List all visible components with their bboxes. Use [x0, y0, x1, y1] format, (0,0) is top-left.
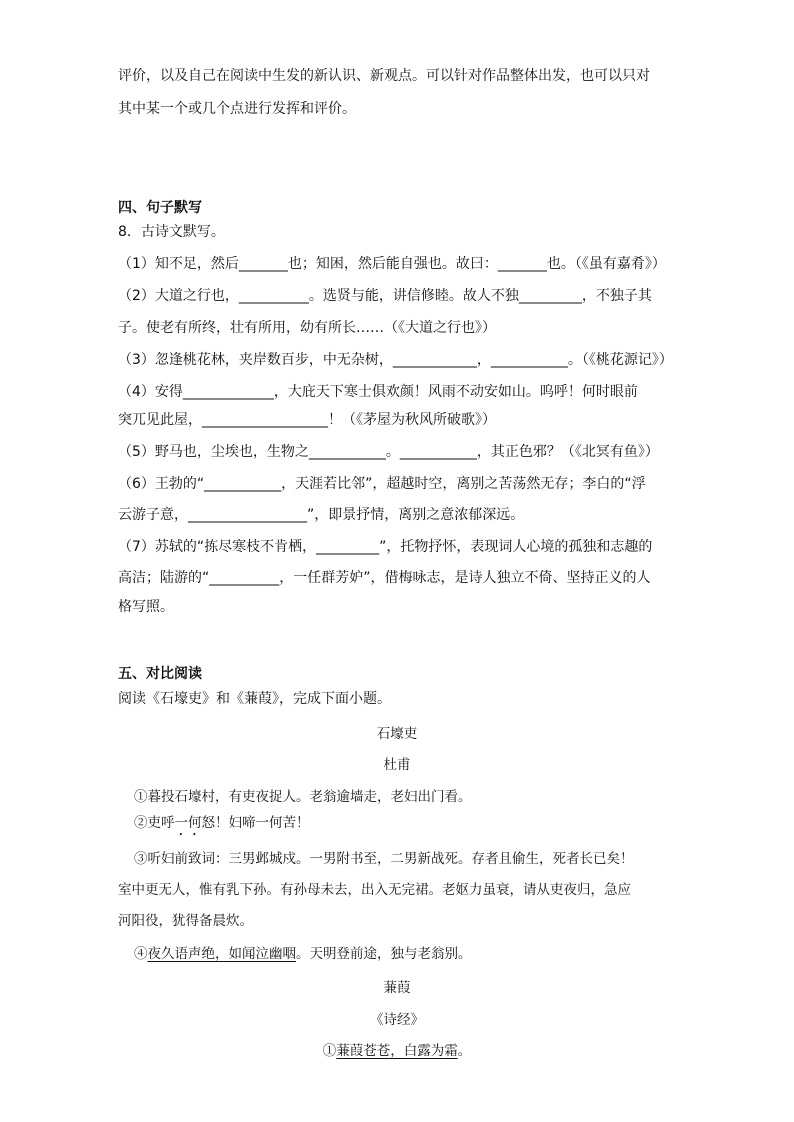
dictation-item: 云游子意，_________________”，即景抒情，离别之意浓郁深远。: [118, 507, 525, 523]
poem-author-dufu: 杜甫: [383, 757, 411, 773]
poem-line-with-underline: [0, 1041, 794, 1061]
poem-text: 怒！妇啼: [201, 815, 256, 831]
dictation-item: （1）知不足，然后_______也；知困，然后能自强也。故曰：_______也。（《虽有嘉肴》）: [118, 256, 666, 272]
poem-text: ①: [322, 1043, 337, 1059]
dictation-item: （6）王勃的“___________，天涯若比邻”，超越时空，离别之苦荡然无存；李白的“浮: [118, 476, 646, 492]
poem-text: ④: [134, 946, 148, 962]
continued-text-line: 评价，以及自己在阅读中生发的新认识、新观点。可以针对作品整体出发，也可以只对: [118, 68, 650, 84]
reading-instructions: 阅读《石壕吏》和《蒹葭》，完成下面小题。: [118, 691, 391, 707]
poem-line: ①暮投石壕村，有吏夜捉人。老翁逾墙走，老妇出门看。: [134, 789, 472, 805]
dictation-item: 突兀见此屋，__________________！（《茅屋为秋风所破歌》）: [118, 412, 496, 428]
section-heading-sentence-dictation: 四、句子默写: [118, 200, 202, 216]
continued-text-line: 其中某一个或几个点进行发挥和评价。: [118, 101, 356, 117]
poem-line-with-underline: [134, 944, 472, 964]
poem-text: 苦！: [282, 815, 310, 831]
poem-title-jianjia: 蒹葭: [383, 980, 411, 996]
poem-line: 河阳役，犹得备晨炊。: [118, 913, 253, 929]
dictation-item: 子。使老有所终，壮有所用，幼有所长……（《大道之行也》）: [118, 320, 496, 336]
emphasized-phrase: 一何: [174, 815, 202, 831]
dictation-item: 格写照。: [118, 599, 174, 615]
poem-line: ③听妇前致词：三男邺城戍。一男附书至，二男新战死。存者且偷生，死者长已矣！: [134, 851, 634, 867]
dictation-item: （5）野马也，尘埃也，生物之___________。___________，其正色邪？（《北冥有鱼》）: [118, 444, 659, 460]
question-8-stem: 8．古诗文默写。: [118, 224, 225, 240]
section-heading-comparative-reading: 五、对比阅读: [118, 666, 202, 682]
poem-text: 一何: [255, 815, 283, 831]
dictation-item: （4）安得_____________，大庇天下寒士俱欢颜！风雨不动安如山。呜呼！何时眼前: [118, 384, 638, 400]
poem-text: ②吏呼: [134, 815, 175, 831]
poem-title-shihaoli: 石壕吏: [376, 726, 418, 742]
poem-line-with-emphasis: [134, 813, 310, 839]
dictation-item: 高洁；陆游的“__________，一任群芳妒”，借梅咏志，是诗人独立不倚、坚持正义的人: [118, 570, 651, 586]
poem-text: 。: [457, 1043, 472, 1059]
poem-line: 室中更无人，惟有乳下孙。有孙母未去，出入无完裙。老妪力虽衰，请从吏夜归，急应: [118, 882, 631, 898]
dictation-item: （7）苏轼的“拣尽寒枝不肯栖，_________”，托物抒怀，表现词人心境的孤独和志趣的: [118, 539, 653, 555]
underlined-phrase: 蒹葭苍苍，白露为霜: [336, 1043, 458, 1059]
poem-source-shijing: 《诗经》: [370, 1012, 424, 1028]
poem-text: 。天明登前途，独与老翁别。: [296, 946, 472, 962]
underlined-phrase: 夜久语声绝，如闻泣幽咽: [147, 946, 296, 962]
dictation-item: （2）大道之行也，__________。选贤与能，讲信修睦。故人不独_________，不独子其: [118, 288, 652, 304]
dictation-item: （3）忽逢桃花林，夹岸数百步，中无杂树，____________，___________。（《桃花源记》）: [118, 352, 673, 368]
